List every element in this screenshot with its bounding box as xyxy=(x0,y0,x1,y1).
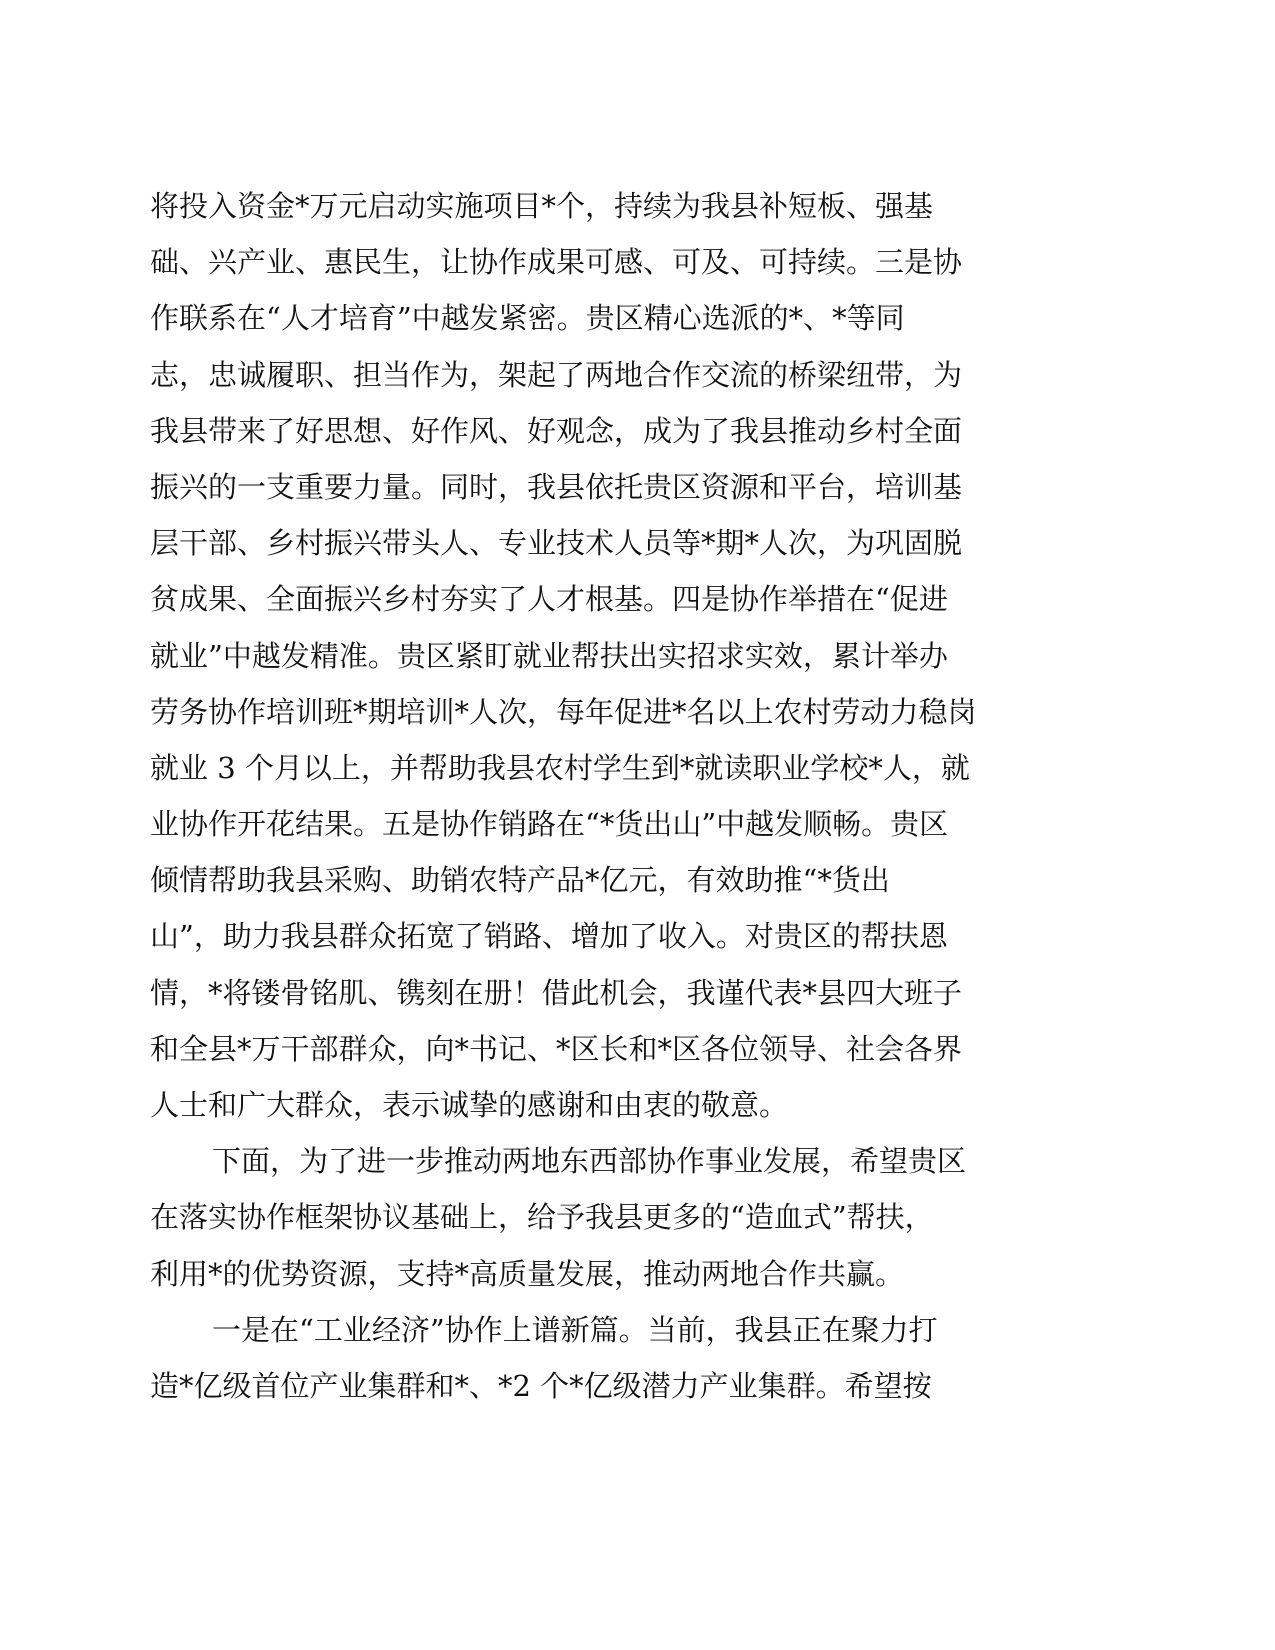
text-line-20: 利用*的优势资源，支持*高质量发展，推动两地合作共赢。 xyxy=(150,1256,905,1291)
text-line-6: 振兴的一支重要力量。同时，我县依托贵区资源和平台，培训基 xyxy=(150,469,963,504)
text-line-4: 志，忠诚履职、担当作为，架起了两地合作交流的桥梁纽带，为 xyxy=(150,357,963,392)
text-line-17: 人士和广大群众，表示诚挚的感谢和由衷的敬意。 xyxy=(150,1088,789,1122)
text-line-13: 倾情帮助我县采购、助销农特产品*亿元，有效助推“*货出 xyxy=(150,863,890,898)
text-line-7: 层干部、乡村振兴带头人、专业技术人员等*期*人次，为巩固脱 xyxy=(150,526,963,561)
text-line-2: 础、兴产业、惠民生，让协作成果可感、可及、可持续。三是协 xyxy=(150,245,963,280)
text-line-5: 我县带来了好思想、好作风、好观念，成为了我县推动乡村全面 xyxy=(150,413,963,448)
body-text xyxy=(150,178,1050,1414)
text-line-12: 业协作开花结果。五是协作销路在“*货出山”中越发顺畅。贵区 xyxy=(150,807,949,842)
text-line-8: 贫成果、全面振兴乡村夯实了人才根基。四是协作举措在“促进 xyxy=(150,582,948,617)
paragraph-start-line-21: 一是在“工业经济”协作上谱新篇。当前，我县正在聚力打 xyxy=(212,1312,938,1347)
text-line-16: 和全县*万干部群众，向*书记、*区长和*区各位领导、社会各界 xyxy=(150,1031,963,1066)
paragraph-start-line-18: 下面，为了进一步推动两地东西部协作事业发展，希望贵区 xyxy=(212,1144,967,1179)
text-line-15: 情，*将镂骨铭肌、镌刻在册！借此机会，我谨代表*县四大班子 xyxy=(150,975,963,1010)
text-line-9: 就业”中越发精准。贵区紧盯就业帮扶出实招求实效，累计举办 xyxy=(150,638,948,673)
text-line-14: 山”，助力我县群众拓宽了销路、增加了收入。对贵区的帮扶恩 xyxy=(150,919,948,954)
text-line-1: 将投入资金*万元启动实施项目*个，持续为我县补短板、强基 xyxy=(150,189,934,223)
text-line-22: 造*亿级首位产业集群和*、*2 个*亿级潜力产业集群。希望按 xyxy=(150,1368,932,1403)
text-line-3: 作联系在“人才培育”中越发紧密。贵区精心选派的*、*等同 xyxy=(150,301,905,336)
text-line-10: 劳务协作培训班*期培训*人次，每年促进*名以上农村劳动力稳岗 xyxy=(150,694,977,729)
text-line-11: 就业 3 个月以上，并帮助我县农村学生到*就读职业学校*人，就 xyxy=(150,750,970,785)
text-line-19: 在落实协作框架协议基础上，给予我县更多的“造血式”帮扶， xyxy=(150,1200,934,1235)
